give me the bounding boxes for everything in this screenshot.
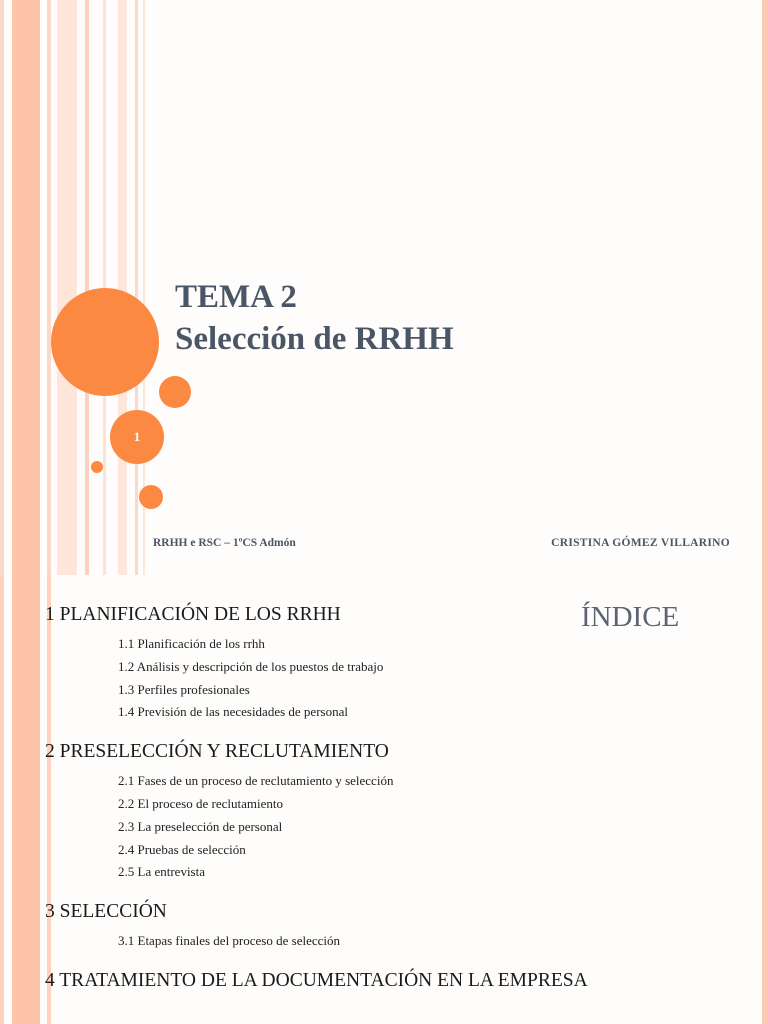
decorative-stripe [12, 0, 40, 575]
decorative-circle-medium [159, 376, 191, 408]
decorative-circle-small [139, 485, 163, 509]
subsection-item: 2.2 El proceso de reclutamiento [118, 795, 283, 811]
subsection-item: 2.5 La entrevista [118, 864, 205, 880]
subsection-item: 2.3 La preselección de personal [118, 818, 283, 834]
decorative-stripe [85, 0, 89, 575]
decorative-stripe [12, 575, 40, 1024]
slide-number-badge [110, 410, 164, 464]
decorative-circle-large [51, 288, 159, 396]
section-title: 3 SELECCIÓN [45, 901, 167, 923]
subsection-item: 1.1 Planificación de los rrhh [118, 636, 265, 651]
subsection-item: 1.3 Perfiles profesionales [118, 681, 250, 697]
decorative-stripe [0, 0, 4, 575]
subsection-item: 1.4 Previsión de las necesidades de personal [118, 704, 348, 720]
index-section-list [45, 603, 745, 1009]
slide-number: 1 [133, 429, 141, 444]
slide-title [175, 276, 454, 360]
index-section [45, 603, 745, 724]
decorative-stripe [57, 0, 77, 575]
section-title: 4 TRATAMIENTO DE LA DOCUMENTACIÓN EN LA EMPRESA [45, 969, 588, 991]
decorative-stripe [135, 0, 138, 575]
index-section [45, 900, 745, 953]
subsection-item: 1.2 Análisis y descripción de los puestos de trabajo [118, 658, 384, 674]
decorative-circle-tiny [91, 461, 103, 473]
footer-course: RRHH e RSC – 1ºCS Admón [153, 537, 296, 549]
title-line-2: Selección de RRHH [175, 321, 454, 357]
index-slide [0, 575, 768, 1024]
index-heading: ÍNDICE [581, 601, 680, 633]
subsection-item: 2.1 Fases de un proceso de reclutamiento y selección [118, 773, 394, 789]
title-line-1: TEMA 2 [175, 279, 297, 315]
footer-author: CRISTINA GÓMEZ VILLARINO [551, 537, 730, 549]
subsection-item: 2.4 Pruebas de selección [118, 841, 246, 857]
decorative-edge [762, 0, 768, 575]
section-title: 1 PLANIFICACIÓN DE LOS RRHH [45, 604, 341, 625]
decorative-stripe [118, 0, 127, 575]
index-section [45, 969, 745, 993]
section-title: 2 PRESELECCIÓN Y RECLUTAMIENTO [45, 741, 389, 763]
decorative-stripe [0, 575, 4, 1024]
index-section [45, 740, 745, 884]
subsection-item: 3.1 Etapas finales del proceso de selección [118, 933, 340, 949]
decorative-stripe [47, 0, 51, 575]
decorative-edge [762, 575, 768, 1024]
